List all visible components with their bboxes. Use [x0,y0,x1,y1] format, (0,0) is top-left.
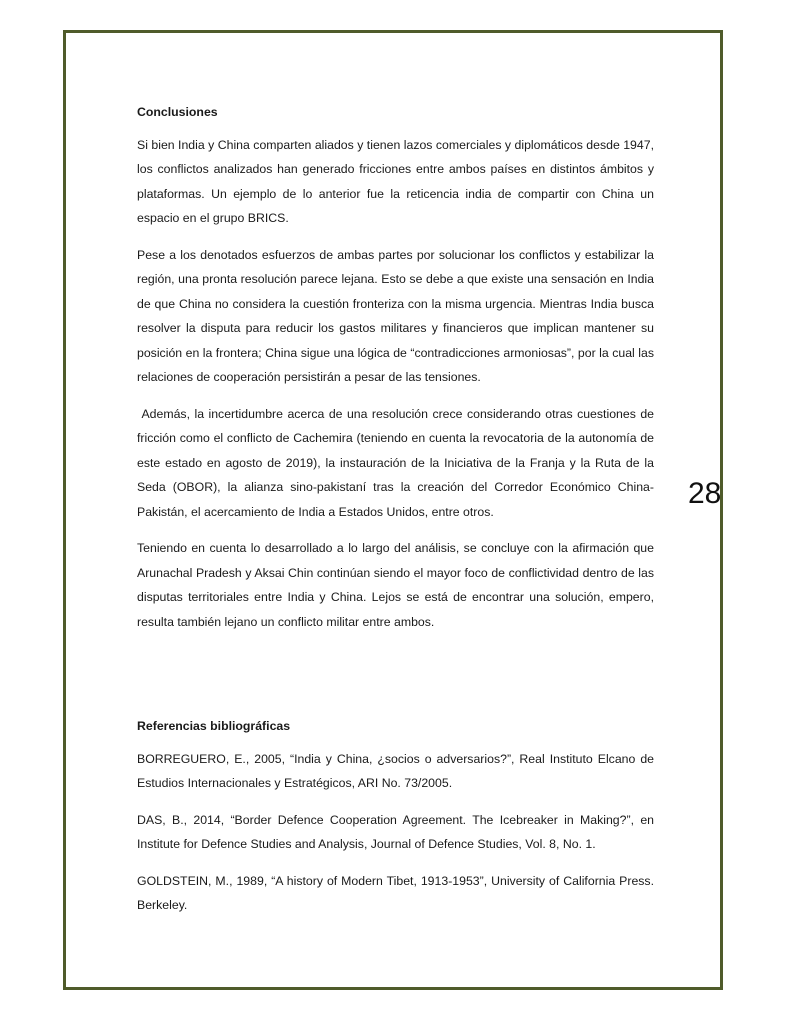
references-heading: Referencias bibliográficas [137,719,291,733]
page-number: 28 [688,477,722,510]
reference-item-2: DAS, B., 2014, “Border Defence Cooperation Agreement. The Icebreaker in Making?”, en Institute for Defence Studies and Analysis, Journal of Defence Studies, Vol. 8, No. 1. [137,812,654,851]
section-spacer [137,646,654,714]
conclusions-paragraph-1: Si bien India y China comparten aliados y tienen lazos comerciales y diplomáticos desde 1947, los conflictos analizados han generado fricciones entre ambos países en distintos ámbitos y plataformas. Un ejemplo de lo anterior fue la reticencia india de compartir con China un espacio en el grupo BRICS. [137,137,654,225]
conclusions-paragraph-3: Además, la incertidumbre acerca de una resolución crece considerando otras cuestiones de fricción como el conflicto de Cachemira (teniendo en cuenta la revocatoria de la autonomía de este estado en agosto de 2019), la instauración de la Iniciativa de la Franja y la Ruta de la Seda (OBOR), la alianza sino-pakistaní tras la creación del Corredor Económico China-Pakistán, el acercamiento de India a Estados Unidos, entre otros. [137,406,658,519]
conclusions-paragraph-4: Teniendo en cuenta lo desarrollado a lo largo del análisis, se concluye con la afirmación que Arunachal Pradesh y Aksai Chin continúan siendo el mayor foco de conflictividad dentro de las disputas territoriales entre India y China. Lejos se está de encontrar una solución, empero, resulta también lejano un conflicto militar entre ambos. [137,541,654,629]
reference-item-3: GOLDSTEIN, M., 1989, “A history of Modern Tibet, 1913-1953”, University of California Press. Berkeley. [137,873,654,912]
document-body [137,100,658,930]
conclusions-paragraph-2: Pese a los denotados esfuerzos de ambas partes por solucionar los conflictos y estabilizar la región, una pronta resolución parece lejana. Esto se debe a que existe una sensación en India de que China no considera la cuestión fronteriza con la misma urgencia. Mientras India busca resolver la disputa para reducir los gastos militares y financieros que implican mantener su posición en la frontera; China sigue una lógica de “contradicciones armoniosas”, por la cual las relaciones de cooperación persistirán a pesar de las tensiones. [137,247,654,384]
reference-item-1: BORREGUERO, E., 2005, “India y China, ¿socios o adversarios?”, Real Instituto Elcano de Estudios Internacionales y Estratégicos, ARI No. 73/2005. [137,751,654,790]
conclusions-heading: Conclusiones [137,105,218,119]
